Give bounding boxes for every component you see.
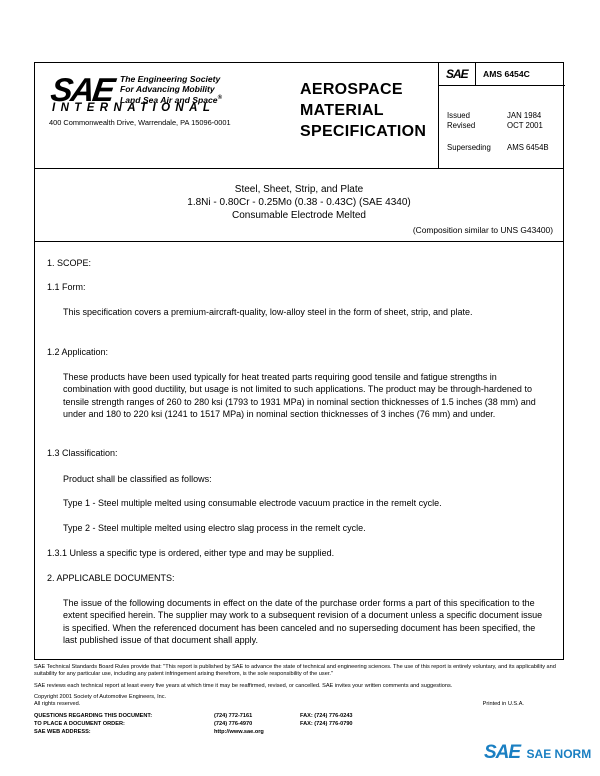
sae-international: INTERNATIONAL xyxy=(52,102,216,114)
sae-logo: SAE xyxy=(48,71,116,108)
section-2-text: The issue of the following documents in effect on the date of the purchase order forms a part of this specification to the extent specified herein. The supplier may work to a subsequent revision of a document unless a specific document issue is specified. When the referenced document has been canceled and no superseding document has been specified, the last published issue of that document shall apply. xyxy=(63,598,543,645)
watermark-text: SAE NORM xyxy=(526,747,592,761)
doc-meta-block xyxy=(438,63,566,168)
sae-norm-watermark xyxy=(484,742,591,764)
doc-type-block xyxy=(294,63,438,168)
footer-copyright: Copyright 2001 Society of Automotive Engineers, Inc. xyxy=(34,694,167,700)
title-line-3: Consumable Electrode Melted xyxy=(232,210,366,221)
sae-small-logo: SAE xyxy=(446,67,468,81)
composition-note: (Composition similar to UNS G43400) xyxy=(412,225,553,235)
issued-row: Issued JAN 1984 xyxy=(447,111,542,120)
footer-review: SAE reviews each technical report at least every five years at which time it may be reaffirmed, revised, or cancelled. SAE invites your written comments and suggestions. xyxy=(34,683,453,689)
doc-type-title: AEROSPACE MATERIAL SPECIFICATION xyxy=(300,81,427,140)
ams-number: AMS 6454C xyxy=(483,69,530,79)
footer-web: SAE WEB ADDRESS: http://www.sae.org xyxy=(34,729,264,735)
sae-tagline: The Engineering Society For Advancing Mobility Land Sea Air and Space® xyxy=(120,74,223,105)
spec-frame xyxy=(34,62,564,660)
sae-header-block xyxy=(35,63,294,168)
type-2: Type 2 - Steel multiple melted using electro slag process in the remelt cycle. xyxy=(63,523,366,533)
footer-rights: All rights reserved. Printed in U.S.A. xyxy=(34,701,524,707)
section-1-3-1: 1.3.1 Unless a specific type is ordered, either type and may be supplied. xyxy=(47,548,335,558)
watermark-logo: SAE xyxy=(484,742,521,763)
section-1-1-heading: 1.1 Form: xyxy=(47,282,86,292)
ams-number-row xyxy=(439,63,565,86)
title-line-2: 1.8Ni - 0.80Cr - 0.25Mo (0.38 - 0.43C) (SAE 4340) xyxy=(187,197,411,208)
footer-order: TO PLACE A DOCUMENT ORDER: (724) 776-4970 FAX: (724) 776-0790 xyxy=(34,721,353,727)
footer-questions: QUESTIONS REGARDING THIS DOCUMENT: (724) 772-7161 FAX: (724) 776-0243 xyxy=(34,713,353,719)
type-1: Type 1 - Steel multiple melted using consumable electrode vacuum practice in the remelt cycle. xyxy=(63,498,442,508)
sae-address: 400 Commonwealth Drive, Warrendale, PA 15096-0001 xyxy=(49,118,231,127)
section-1-3-heading: 1.3 Classification: xyxy=(47,448,118,458)
section-1-3-text: Product shall be classified as follows: xyxy=(63,474,212,484)
section-1-2-heading: 1.2 Application: xyxy=(47,347,109,357)
section-1-2-text: These products have been used typically for heat treated parts requiring good tensile and fatigue strengths in combination with good ductility, but usage is not limited to such applications. The product may be through-hardened to tensile strength ranges of 260 to 280 ksi (1793 to 1931 MPa) in nominal section thicknesses of 1.5 inches (38 mm) and under and 180 to 220 ksi (1241 to 1517 MPa) in nominal section thicknesses of 3 inches (76 mm) and under. xyxy=(63,372,536,419)
section-1-heading: 1. SCOPE: xyxy=(47,258,92,268)
superseding-row: Superseding AMS 6454B xyxy=(447,143,549,152)
section-1-1-text: This specification covers a premium-aircraft-quality, low-alloy steel in the form of sheet, strip, and plate. xyxy=(63,307,473,317)
section-2-heading: 2. APPLICABLE DOCUMENTS: xyxy=(47,573,175,583)
footer-rules: SAE Technical Standards Board Rules provide that: "This report is published by SAE to advance the state of technical and engineering sciences. The use of this report is entirely voluntary, and its applicability and suitability for any particular use, including any patent infringement arising therefrom, is the sole responsibility of the user." xyxy=(34,664,556,677)
title-line-1: Steel, Sheet, Strip, and Plate xyxy=(234,184,364,195)
revised-row: Revised OCT 2001 xyxy=(447,121,543,130)
footer-printed: Printed in U.S.A. xyxy=(482,701,524,707)
